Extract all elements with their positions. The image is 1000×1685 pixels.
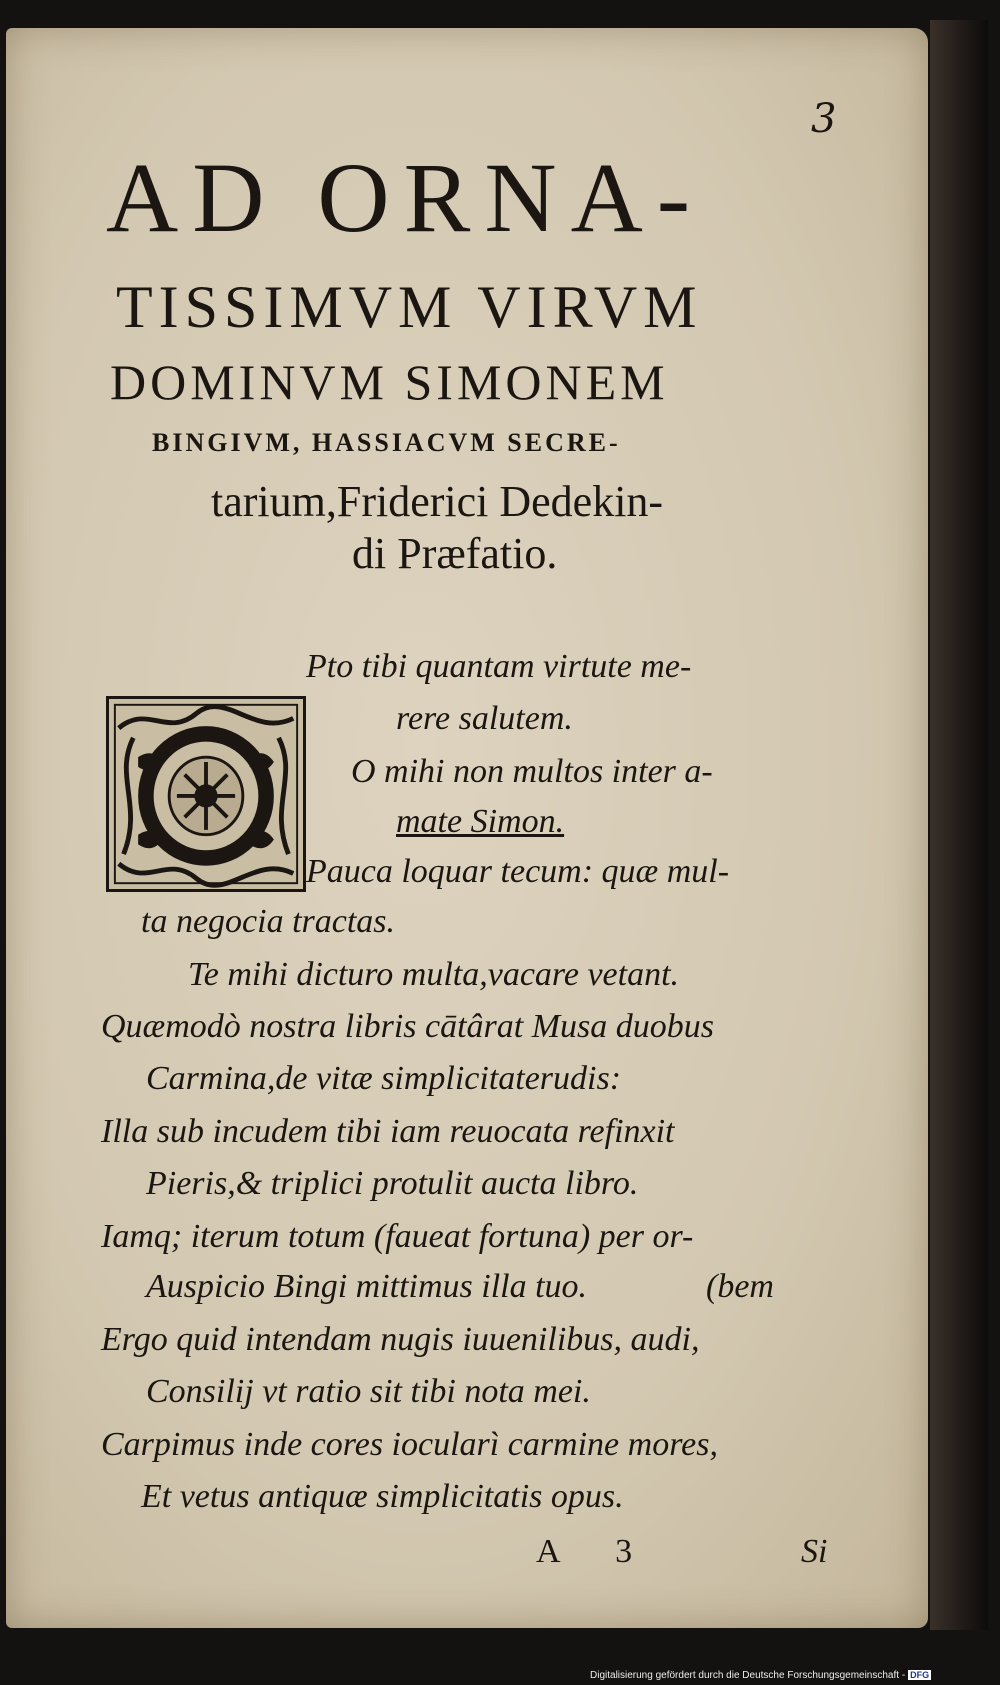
dfg-logo: DFG [910,1670,930,1680]
verse-line: rere salutem. [396,700,573,737]
credit-text: Digitalisierung gefördert durch die Deutsche Forschungsgemeinschaft - [590,1670,906,1681]
decorated-initial-o [106,696,306,892]
verse-line: Carmina,de vitæ simplicitaterudis: [146,1060,622,1097]
verse-line: Te mihi dicturo multa,vacare vetant. [188,956,680,993]
digitization-credit [590,1670,931,1681]
verse-line: Pauca loquar tecum: quæ mul- [306,853,730,890]
verse-line: Pto tibi quantam virtute me- [306,648,692,685]
title-line-5: tarium,Friderici Dedekin- [211,477,664,526]
title-line-6: di Præfatio. [352,529,558,578]
title-line-4: BINGIVM, HASSIACVM SECRE- [152,428,621,457]
verse-line: ta negocia tractas. [141,903,396,940]
verse-turnover: (bem [706,1268,774,1305]
signature-mark: A 3 [536,1533,657,1570]
verse-line: mate Simon. [396,803,565,840]
verse-line: Ergo quid intendam nugis iuuenilibus, audi, [101,1321,700,1358]
verse-line: Auspicio Bingi mittimus illa tuo. [146,1268,588,1305]
verse-line: Illa sub incudem tibi iam reuocata refinxit [101,1113,675,1150]
verse-line: Carpimus inde cores iocularì carmine mores, [101,1426,718,1463]
verse-line: O mihi non multos inter a- [351,753,713,790]
page-number: 3 [811,96,837,142]
verse-line: Pieris,& triplici protulit aucta libro. [146,1165,639,1202]
ornament-icon [109,699,303,889]
verse-line: Et vetus antiquæ simplicitatis opus. [141,1478,624,1515]
title-line-1: AD ORNA- [106,142,705,253]
verse-line: Quæmodò nostra libris cātârat Musa duobus [101,1008,714,1045]
verse-line: Consilij vt ratio sit tibi nota mei. [146,1373,591,1410]
book-page [6,28,928,1628]
title-line-3: DOMINVM SIMONEM [110,354,669,410]
title-line-2: TISSIMVM VIRVM [116,274,703,340]
catchword: Si [801,1533,828,1570]
book-edge [930,20,988,1630]
verse-line: Iamq; iterum totum (faueat fortuna) per or- [101,1218,694,1255]
